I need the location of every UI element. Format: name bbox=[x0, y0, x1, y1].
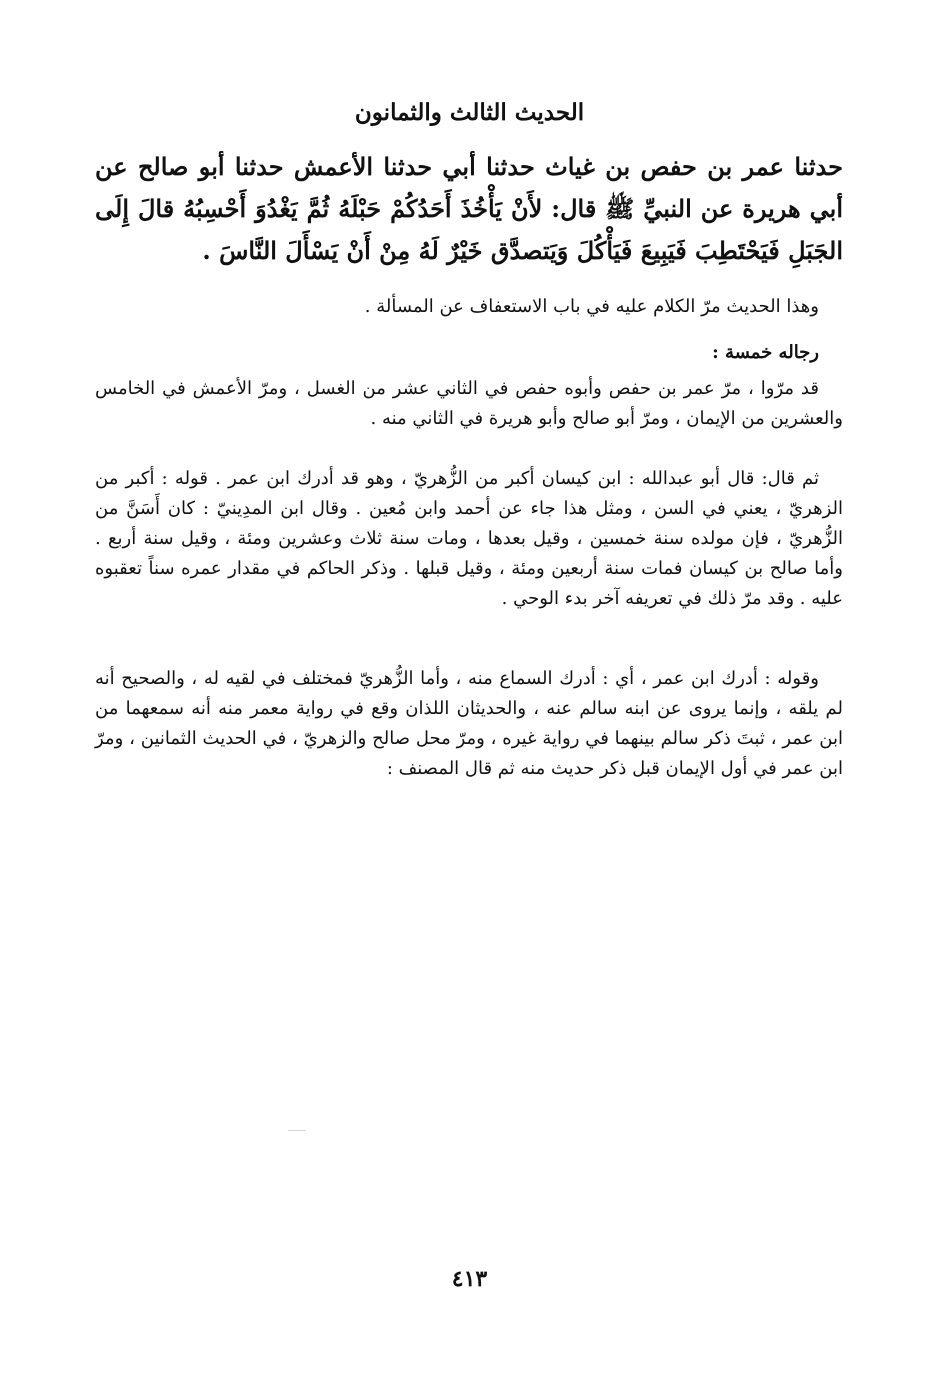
paragraph-narrators: قد مرّوا ، مرّ عمر بن حفص وأبوه حفص في الثاني عشر من الغسل ، ومرّ الأعمش في الخامس والعشرين من الإيمان ، ومرّ أبو صالح وأبو هريرة في الثاني منه . bbox=[95, 378, 843, 429]
paragraph-reference: وهذا الحديث مرّ الكلام عليه في باب الاستعفاف عن المسألة . bbox=[364, 296, 819, 317]
paragraph-commentary-1: ثم قال: قال أبو عبدالله : ابن كيسان أكبر من الزُّهريّ ، وهو قد أدرك ابن عمر . قوله : أكبر من الزهريّ ، يعني في السن ، ومثل هذا جاء عن أحمد وابن مُعين . وقال ابن المدِينيّ : كان أَسَنَّ من الزُّهريّ ، فإن مولده سنة خمسين ، وقيل بعدها ، ومات سنة ثلاث وعشرين ومئة ، وقيل سنة أربع . وأما صالح بن كيسان فمات سنة أربعين ومئة ، وقيل قبلها . وذكر الحاكم في مقدار عمره سناً تعقبوه عليه . وقد مرّ ذلك في تعريفه آخر بدء الوحي . bbox=[95, 468, 843, 609]
section-heading-narrators: رجاله خمسة : bbox=[712, 342, 819, 363]
hadith-text: حدثنا عمر بن حفص بن غياث حدثنا أبي حدثنا الأعمش حدثنا أبو صالح عن أبي هريرة عن النبيِّ ﷺ قال: لأَنْ يَأْخُذَ أَحَدُكُمْ حَبْلَهُ ثُمَّ يَغْدُوَ أَحْسِبُهُ قالَ إِلَى الجَبَلِ فَيَحْتَطِبَ فَيَبِيعَ فَيَأْكُلَ وَيَتصدَّق خَيْرٌ لَهُ مِنْ أَنْ يَسْأَلَ النَّاسَ . bbox=[95, 152, 844, 265]
scan-speck bbox=[288, 1130, 306, 1131]
paragraph-commentary-2: وقوله : أدرك ابن عمر ، أي : أدرك السماع منه ، وأما الزُّهريّ فمختلف في لقيه له ، والصحيح أنه لم يلقه ، وإنما يروى عن ابنه سالم عنه ، والحديثان اللذان وقع في رواية معمر منه أنه سمعهما من ابن عمر ، ثبتَ ذكر سالم بينهما في رواية غيره ، ومرّ محل صالح والزهريّ ، في الحديث الثمانين ، ومرّ ابن عمر في أول الإيمان قبل ذكر حديث منه ثم قال المصنف : bbox=[95, 668, 843, 779]
page-number: ٤١٣ bbox=[451, 1266, 488, 1292]
page-title: الحديث الثالث والثمانون bbox=[354, 99, 585, 126]
